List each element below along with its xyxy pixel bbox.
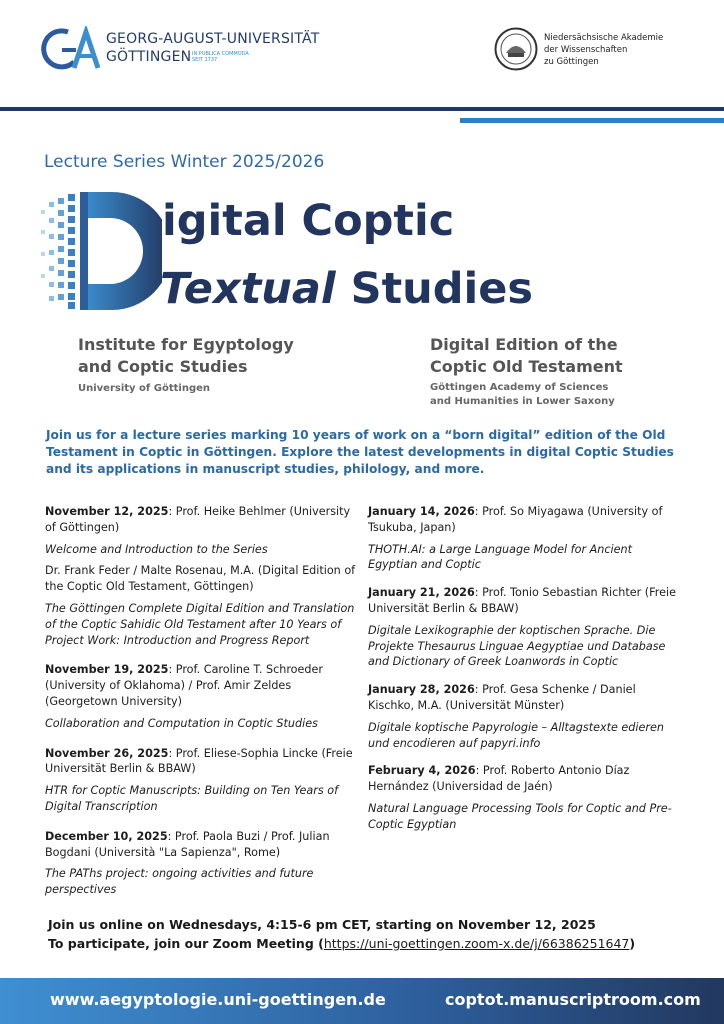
institute-right: Digital Edition of the Coptic Old Testament	[430, 335, 623, 376]
institute-left-sub: University of Göttingen	[78, 383, 211, 394]
title-line2: Textual Studies	[160, 264, 534, 314]
university-motto: IN PUBLICA COMMODA SEIT 1737	[192, 51, 249, 63]
event-item: November 12, 2025: Prof. Heike Behlmer (University of Göttingen) Welcome and Introduction to the Series Dr. Frank Feder / Malte Rosenau, M.A. (Digital Edition of the Coptic Old Testament, Göttingen) The Göttingen Complete Digital Edition and Translation of the Coptic Sahidic Old Testament after 10 Years of Project Work: Introduction and Progress Report	[45, 505, 356, 647]
title-line1: igital Coptic	[162, 196, 455, 246]
join-info-line1: Join us online on Wednesdays, 4:15-6 pm CET, starting on November 12, 2025	[48, 917, 596, 932]
event-item: February 4, 2026: Prof. Roberto Antonio Díaz Hernández (Universidad de Jaén) Natural Language Processing Tools for Coptic and Pre-Coptic Egyptian	[368, 764, 672, 831]
academy-seal-icon	[494, 27, 538, 71]
academy-name: Niedersächsische Akademie der Wissenschaften zu Göttingen	[544, 33, 664, 67]
header-divider-light	[460, 118, 724, 123]
event-item: December 10, 2025: Prof. Paola Buzi / Prof. Julian Bogdani (Università "La Sapienza", Rome) The PAThs project: ongoing activities and future perspectives	[45, 829, 330, 897]
events-left-column	[45, 504, 363, 905]
header-divider-dark	[0, 107, 724, 111]
title-d-logo-icon	[38, 192, 162, 310]
zoom-meeting-link[interactable]: https://uni-goettingen.zoom-x.de/j/66386251647	[323, 936, 630, 951]
footer-link-manuscriptroom[interactable]: coptot.manuscriptroom.com	[445, 990, 701, 1009]
institute-right-sub: Göttingen Academy of Sciences and Humanities in Lower Saxony	[430, 382, 615, 407]
institute-left: Institute for Egyptology and Coptic Studies	[78, 335, 294, 376]
footer-link-egyptology[interactable]: www.aegyptologie.uni-goettingen.de	[50, 990, 386, 1009]
series-label: Lecture Series Winter 2025/2026	[44, 152, 325, 172]
event-item: January 21, 2026: Prof. Tonio Sebastian Richter (Freie Universität Berlin & BBAW) Digitale Lexikographie der koptischen Sprache. Die Projekte Thesaurus Linguae Aegyptiae und Database and Dictionary of Greek Loanwords in Coptic	[368, 586, 676, 669]
event-item: November 26, 2025: Prof. Eliese-Sophia Lincke (Freie Universität Berlin & BBAW) HTR for Coptic Manuscripts: Building on Ten Years of Digital Transcription	[45, 746, 353, 813]
event-item: November 19, 2025: Prof. Caroline T. Schroeder (University of Oklahoma) / Prof. Amir Zeldes (Georgetown University) Collaboration and Computation in Coptic Studies	[45, 663, 323, 730]
event-item: January 14, 2026: Prof. So Miyagawa (University of Tsukuba, Japan) THOTH.AI: a Large Language Model for Ancient Egyptian and Coptic	[368, 505, 663, 572]
university-logo-icon	[38, 26, 102, 72]
events-right-column	[368, 504, 678, 840]
event-item: January 28, 2026: Prof. Gesa Schenke / Daniel Kischko, M.A. (Universität Münster) Digitale koptische Papyrologie – Alltagstexte edieren und encodieren auf papyri.info	[368, 683, 664, 750]
join-info-line2: To participate, join our Zoom Meeting (https://uni-goettingen.zoom-x.de/j/66386251647)	[48, 936, 636, 951]
intro-text: Join us for a lecture series marking 10 years of work on a “born digital” edition of the Old Testament in Coptic in Göttingen. Explore the latest developments in digital Coptic Studies and its applications in manuscript studies, philology, and more.	[46, 428, 674, 476]
university-name-line2: GÖTTINGEN	[106, 49, 192, 65]
university-name-line1: GEORG-AUGUST-UNIVERSITÄT	[106, 31, 320, 47]
